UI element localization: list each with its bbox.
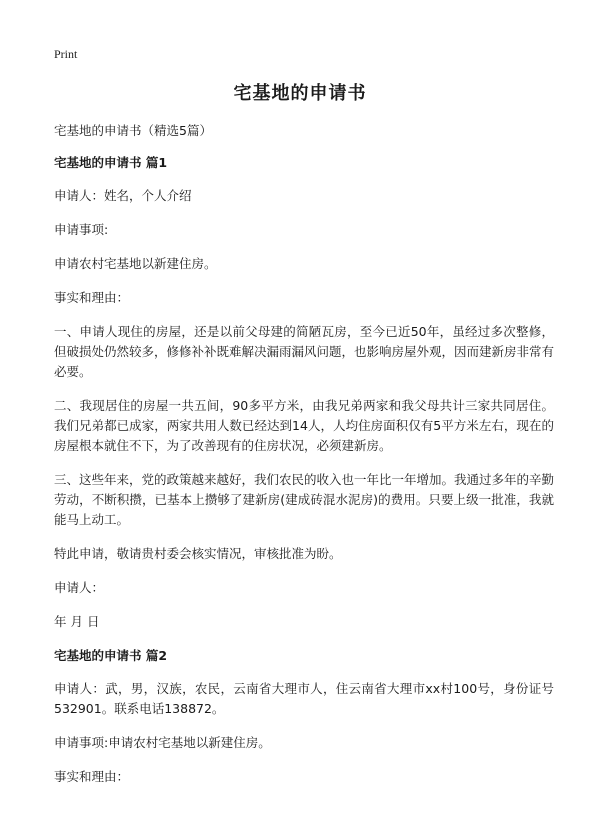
closing-line: 特此申请，敬请贵村委会核实情况，审核批准为盼。 xyxy=(54,546,342,561)
section-heading-2: 宅基地的申请书 篇2 xyxy=(54,648,168,663)
document-subtitle: 宅基地的申请书（精选5篇） xyxy=(54,123,212,138)
applicant-line: 申请人：姓名，个人介绍 xyxy=(54,188,192,203)
signature-line: 申请人： xyxy=(54,580,105,595)
matter-text: 申请农村宅基地以新建住房。 xyxy=(54,256,217,271)
applicant-line-2: 申请人：武，男，汉族，农民，云南省大理市人，住云南省大理市xx村100号，身份证号532901。联系电话138872。 xyxy=(54,681,554,716)
page-title: 宅基地的申请书 xyxy=(233,83,367,104)
section-heading-1: 宅基地的申请书 篇1 xyxy=(54,155,168,170)
facts-label-2: 事实和理由： xyxy=(54,769,130,784)
matter-text-2: 申请事项:申请农村宅基地以新建住房。 xyxy=(54,735,271,750)
facts-label: 事实和理由： xyxy=(54,290,130,305)
date-line: 年 月 日 xyxy=(54,614,100,629)
reason-paragraph-2: 二、我现居住的房屋一共五间，90多平方米，由我兄弟两家和我父母共计三家共同居住。我们兄弟都已成家，两家共用人数已经达到14人，人均住房面积仅有5平方米左右，现在的房屋根本就住不下，为了改善现有的住房状况，必须建新房。 xyxy=(54,398,554,453)
matter-label: 申请事项: xyxy=(54,222,109,237)
reason-paragraph-3: 三、这些年来，党的政策越来越好，我们农民的收入也一年比一年增加。我通过多年的辛勤劳动，不断积攒，已基本上攒够了建新房(建成砖混水泥房)的费用。只要上级一批准，我就能马上动工。 xyxy=(54,472,555,527)
print-label: Print xyxy=(54,47,78,61)
reason-paragraph-1: 一、申请人现住的房屋，还是以前父母建的简陋瓦房，至今已近50年，虽经过多次整修，但破损处仍然较多，修修补补既难解决漏雨漏风问题，也影响房屋外观，因而建新房非常有必要。 xyxy=(54,324,555,379)
document-body xyxy=(54,121,554,801)
